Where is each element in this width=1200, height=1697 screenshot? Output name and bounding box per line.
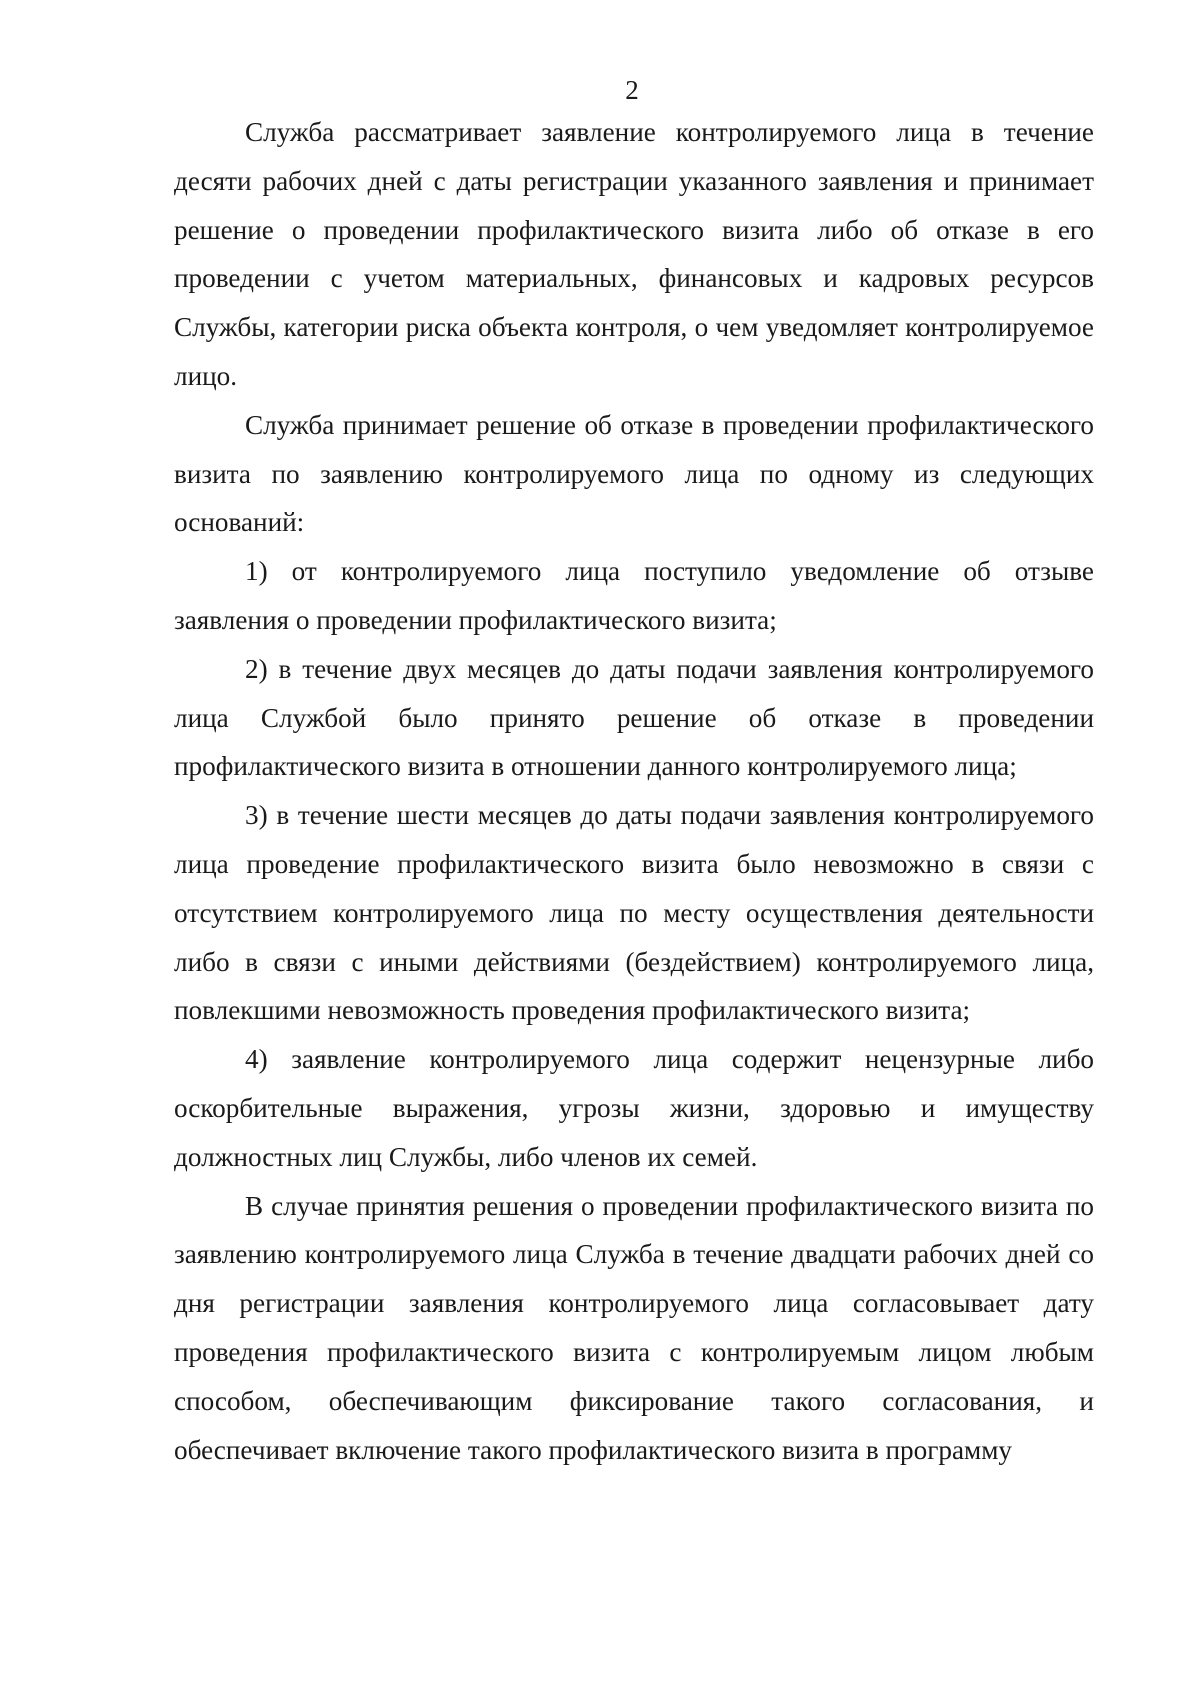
list-item-ground-4: 4) заявление контролируемого лица содержит нецензурные либо оскорбительные выражения, угрозы жизни, здоровью и имуществу должностных лиц Службы, либо членов их семей. xyxy=(174,1044,1094,1172)
document-body xyxy=(174,108,1094,1474)
paragraph-visit-scheduling: В случае принятия решения о проведении профилактического визита по заявлению контролируемого лица Служба в течение двадцати рабочих дней со дня регистрации заявления контролируемого лица согласовывает дату проведения профилактического визита с контролируемым лицом любым способом, обеспечивающим фиксирование такого согласования, и обеспечивает включение такого профилактического визита в программу xyxy=(174,1190,1094,1465)
paragraph-refusal-grounds-intro: Служба принимает решение об отказе в проведении профилактического визита по заявлению контролируемого лица по одному из следующих оснований: xyxy=(174,409,1094,538)
page-number: 2 xyxy=(625,75,639,105)
paragraph-review-period: Служба рассматривает заявление контролируемого лица в течение десяти рабочих дней с даты регистрации указанного заявления и принимает решение о проведении профилактического визита либо об отказе в его проведении с учетом материальных, финансовых и кадровых ресурсов Службы, категории риска объекта контроля, о чем уведомляет контролируемое лицо. xyxy=(174,117,1094,391)
list-item-ground-1: 1) от контролируемого лица поступило уведомление об отзыве заявления о проведении профилактического визита; xyxy=(174,556,1094,635)
list-item-ground-2: 2) в течение двух месяцев до даты подачи заявления контролируемого лица Службой было принято решение об отказе в проведении профилактического визита в отношении данного контролируемого лица; xyxy=(174,653,1094,782)
list-item-ground-3: 3) в течение шести месяцев до даты подачи заявления контролируемого лица проведение профилактического визита было невозможно в связи с отсутствием контролируемого лица по месту осуществления деятельности либо в связи с иными действиями (бездействием) контролируемого лица, повлекшими невозможность проведения профилактического визита; xyxy=(174,800,1094,1026)
